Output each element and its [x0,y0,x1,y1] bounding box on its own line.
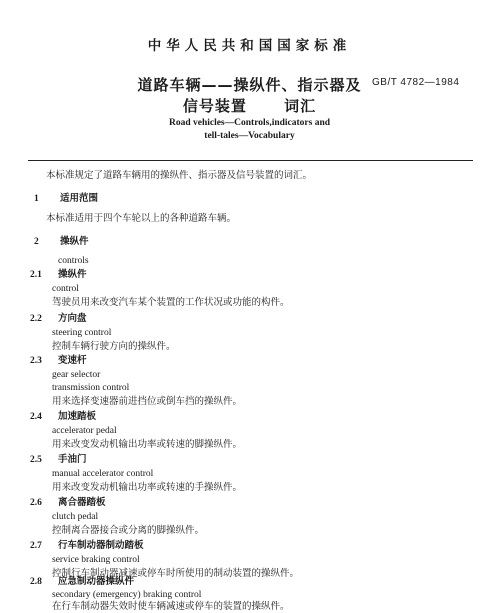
standard-number: GB/T 4782—1984 [372,77,460,88]
section-heading-2 [34,236,89,248]
term-2-2-heading [30,313,87,325]
term-number: 2.1 [30,270,42,280]
section-title: 适用范围 [60,193,99,204]
term-2-3-en-1: gear selector [52,370,101,380]
term-2-2-en: steering control [52,328,112,338]
document-title-en-line2: tell-tales—Vocabulary [204,131,295,141]
term-2-6-en: clutch pedal [52,512,99,522]
section-heading-1 [34,193,98,205]
term-number: 2.7 [30,541,42,551]
header-divider [28,160,473,161]
term-2-1-en: control [52,284,79,294]
term-2-7-definition: 控制行车制动器减速或停车时所使用的制动装置的操纵件。 [52,568,300,579]
document-title-cn-line2: 信号装置 词汇 [182,97,317,115]
term-2-6-definition: 控制离合器接合或分离的脚操纵件。 [52,525,205,536]
term-cn: 应急制动器操纵件 [58,576,135,587]
section-title: 操纵件 [60,236,89,247]
section-number: 2 [34,237,39,247]
term-2-8-en: secondary (emergency) braking control [52,590,202,600]
term-2-3-heading [30,355,87,367]
section-1-text: 本标准适用于四个车轮以上的各种道路车辆。 [46,213,237,224]
document-title-cn-line1: 道路车辆——操纵件、指示器及 [137,76,362,94]
term-2-8-definition: 在行车制动器失效时使车辆减速或停车的装置的操纵件。 [52,601,290,612]
document-title-en-line1: Road vehicles—Controls,indicators and [168,118,331,128]
term-2-4-en: accelerator pedal [52,426,117,436]
term-2-4-heading [30,411,96,423]
term-2-1-heading [30,269,87,281]
term-2-8-heading [30,576,134,588]
term-2-2-definition: 控制车辆行驶方向的操纵件。 [52,341,176,352]
term-cn: 方向盘 [58,313,87,324]
section-2-en-term: controls [58,256,89,266]
term-2-6-heading [30,497,106,509]
term-2-3-en-2: transmission control [52,383,130,393]
term-number: 2.5 [30,455,42,465]
term-2-3-definition: 用来选择变速器前进挡位或倒车挡的操纵件。 [52,396,243,407]
term-2-5-heading [30,454,87,466]
term-2-7-en: service braking control [52,555,140,565]
term-cn: 手油门 [58,454,87,465]
term-2-5-definition: 用来改变发动机输出功率或转速的手操纵件。 [52,482,243,493]
term-number: 2.4 [30,412,42,422]
term-cn: 操纵件 [58,269,87,280]
section-number: 1 [34,194,39,204]
term-2-7-heading [30,540,144,552]
intro-paragraph: 本标准规定了道路车辆用的操纵件、指示器及信号装置的词汇。 [46,170,313,181]
term-number: 2.6 [30,498,42,508]
term-number: 2.3 [30,356,42,366]
term-cn: 离合器踏板 [58,497,106,508]
standard-category-title: 中华人民共和国国家标准 [147,38,352,54]
term-2-4-definition: 用来改变发动机输出功率或转速的脚操纵件。 [52,439,243,450]
term-number: 2.2 [30,314,42,324]
term-number: 2.8 [30,577,42,587]
term-cn: 加速踏板 [58,411,97,422]
term-2-5-en: manual accelerator control [52,469,154,479]
term-2-1-definition: 驾驶员用来改变汽车某个装置的工作状况或功能的构件。 [52,297,290,308]
term-cn: 变速杆 [58,355,87,366]
term-cn: 行车制动器制动踏板 [58,540,144,551]
